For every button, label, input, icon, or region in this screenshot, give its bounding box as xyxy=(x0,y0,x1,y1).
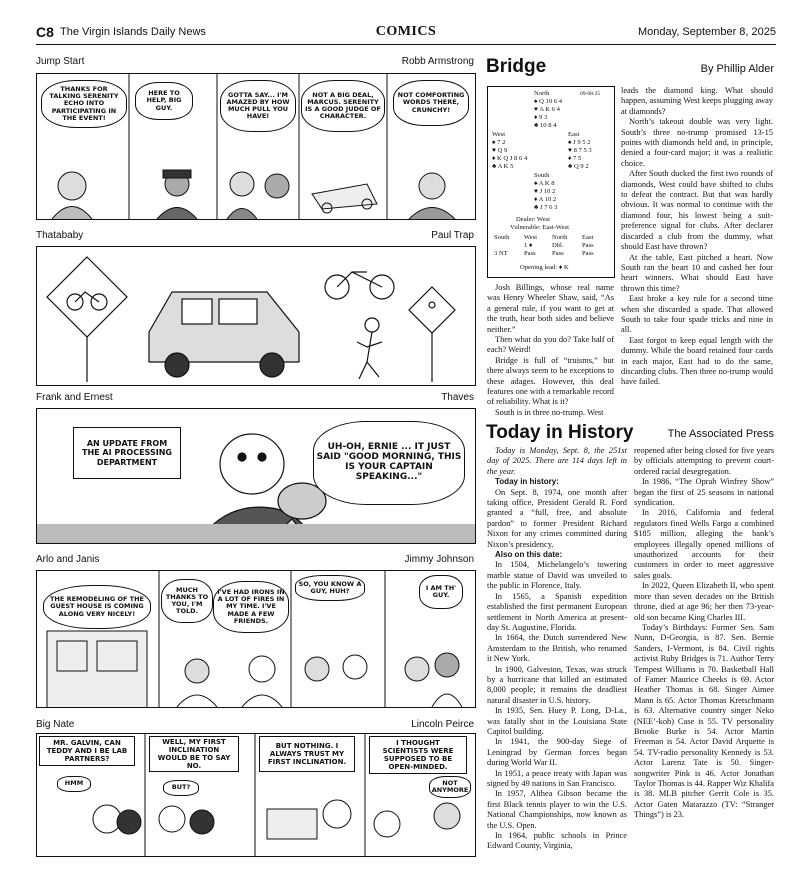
dealer: Dealer: West xyxy=(516,216,550,223)
paragraph: On Sept. 8, 1974, one month after taking office, President Gerald R. Ford granted a “full, free, and absolute pardon” to former President Richard Nixon for any crimes committed during Nixon’s presidency. xyxy=(487,487,627,549)
paragraph: North’s takeout double was very light. South’s three no-trump promised 13-15 points with diamonds held and, in principle, denied a four-card major; it was a realistic choice. xyxy=(621,117,773,168)
paper-name: The Virgin Islands Daily News xyxy=(60,26,206,38)
auction-cell: Pass xyxy=(524,250,536,257)
speech-bubble: THE REMODELING OF THE GUEST HOUSE IS COMING ALONG VERY NICELY! xyxy=(43,585,151,629)
auction-cell: North xyxy=(552,234,568,241)
auction-cell: Pass xyxy=(552,250,564,257)
strip-title: Big Nate xyxy=(36,719,75,730)
speech-bubble: HERE TO HELP, BIG GUY. xyxy=(135,82,193,120)
north-label: North xyxy=(534,90,550,97)
subhead: Today in history: xyxy=(495,477,559,487)
paragraph: East broke a key rule for a second time when she discarded a spade. That allowed South to take four spade tricks and nine in all. xyxy=(621,294,773,335)
paragraph: In 2016, California and federal regulators fined Wells Fargo a combined $185 million, alleging the bank’s employees illegally opened millions of unauthorized accounts for their customers in order to meet aggressive sales goals. xyxy=(634,508,774,580)
auction-cell: East xyxy=(582,234,594,241)
hand-line: ♣ 10 8 4 xyxy=(534,122,557,129)
speech-bubble: NOT ANYMORE xyxy=(429,776,471,798)
comic-strip-big-nate xyxy=(36,733,476,857)
auction-cell: South xyxy=(494,234,510,241)
speech-bubble: UH-OH, ERNIE ... IT JUST SAID "GOOD MORNING, THIS IS YOUR CAPTAIN SPEAKING..." xyxy=(313,421,465,505)
hand-line: ♦ A 10 2 xyxy=(534,196,557,203)
auction-cell: West xyxy=(524,234,538,241)
hand-line: ♥ A K 6 4 xyxy=(534,106,560,113)
hand-line: ♦ 9 3 xyxy=(534,114,548,121)
paragraph: After South ducked the first two rounds of diamonds, West could have shifted to clubs to defeat the contract. But that was hardly obvious. It was normal to continue with the diamond four, his lowest being a suit-preference signal for clubs. After declarer discarded a club from the dummy, what should East have thrown? xyxy=(621,169,773,252)
auction-cell: 1 ♦ xyxy=(524,242,533,249)
auction-cell: Pass xyxy=(582,242,594,249)
paragraph: Then what do you do? Take half of each? Weird! xyxy=(487,335,614,355)
paragraph: In 2022, Queen Elizabeth II, who spent more than seven decades on the British throne, died at age 96; her then 73-year-old son became King Charles III. xyxy=(634,581,774,622)
hand-line: ♠ A K 8 xyxy=(534,180,555,187)
event: In 1664, the Dutch surrendered New Amsterdam to the British, who renamed it New York. xyxy=(487,633,627,664)
strip-author: Lincoln Peirce xyxy=(411,719,474,730)
intro: Today is Monday, Sept. 8, the 251st day of 2025. There are 114 days left in the year. xyxy=(487,446,627,476)
hand-line: ♣ J 7 6 3 xyxy=(534,204,558,211)
hand-line: ♠ Q 10 6 4 xyxy=(534,98,563,105)
west-label: West xyxy=(492,131,506,138)
south-label: South xyxy=(534,172,550,179)
hand-line: ♣ A K 5 xyxy=(492,163,514,170)
hand-line: ♥ Q 9 xyxy=(492,147,508,154)
paragraph: In 1986, “The Oprah Winfrey Show” began the first of 25 seasons in national syndication. xyxy=(634,477,774,508)
hand-line: ♠ 7 2 xyxy=(492,139,506,146)
paragraph: Bridge is full of “truisms,” but there always seem to be exceptions to these adages. However, this deal features one with a remarkable record of reliability. What is it? xyxy=(487,355,614,407)
auction-cell: 3 NT xyxy=(494,250,508,257)
auction-cell: Dbl. xyxy=(552,242,564,249)
strip-title: Thatababy xyxy=(36,230,84,241)
history-byline: The Associated Press xyxy=(667,428,774,440)
strip-title: Arlo and Janis xyxy=(36,554,100,565)
speech-bubble: GOTTA SAY... I'M AMAZED BY HOW MUCH PULL YOU HAVE! xyxy=(220,80,296,132)
speech-bubble: THANKS FOR TALKING SERENITY ECHO INTO PARTICIPATING IN THE EVENT! xyxy=(41,80,127,128)
history-column-2 xyxy=(634,446,774,821)
opening-lead: Opening lead: ♦ K xyxy=(520,264,569,271)
event: In 1565, a Spanish expedition established the first permanent European settlement in North America at present-day St. Augustine, Florida. xyxy=(487,591,627,632)
speech-balloon: MR. GALVIN, CAN TEDDY AND I BE LAB PARTNERS? xyxy=(39,736,135,766)
hand-line: ♦ 7 5 xyxy=(568,155,582,162)
event: In 1941, the 900-day Siege of Leningrad by German forces began during World War II. xyxy=(487,737,627,768)
strip-author: Robb Armstrong xyxy=(401,56,474,67)
vulnerable: Vulnerable: East-West xyxy=(510,224,569,231)
speech-bubble: I'VE HAD IRONS IN A LOT OF FIRES IN MY TIME. I'VE MADE A FEW FRIENDS. xyxy=(213,581,289,633)
bridge-column-1 xyxy=(487,283,614,418)
strip-author: Thaves xyxy=(441,392,474,403)
paragraph: Josh Billings, whose real name was Henry Wheeler Shaw, said, “As a general rule, if you want to get at the truth, hear both sides and believe neither.” xyxy=(487,283,614,334)
speech-balloon: BUT NOTHING. I ALWAYS TRUST MY FIRST INCLINATION. xyxy=(259,736,355,772)
strip-title: Jump Start xyxy=(36,56,85,67)
event: In 1951, a peace treaty with Japan was signed by 49 nations in San Francisco. xyxy=(487,768,627,788)
comic-strip-jump-start xyxy=(36,73,476,220)
paragraph: South is in three no-trump. West xyxy=(495,407,604,417)
page-header xyxy=(36,22,776,45)
speech-bubble: NOT COMFORTING WORDS THERE, CRUNCHY! xyxy=(393,80,469,126)
comic-strip-thatababy xyxy=(36,246,476,386)
issue-date: Monday, September 8, 2025 xyxy=(638,26,776,38)
bridge-headline: Bridge xyxy=(486,56,547,77)
event: In 1964, public schools in Prince Edward County, Virginia, xyxy=(487,831,627,851)
paragraph: East forgot to keep equal length with the dummy. While the board retained four cards in each major, East had to do the same, discarding clubs. Then three no-trump would have failed. xyxy=(621,335,773,387)
history-column-1 xyxy=(487,446,627,852)
comic-strip-arlo-janis xyxy=(36,570,476,708)
strip-author: Paul Trap xyxy=(431,230,474,241)
hand-line: ♥ J 10 2 xyxy=(534,188,556,195)
subhead: Also on this date: xyxy=(495,550,563,560)
comic-art xyxy=(37,247,475,385)
auction-cell: Pass xyxy=(582,250,594,257)
speech-bubble: BUT? xyxy=(163,780,199,796)
speech-bubble: MUCH THANKS TO YOU, I'M TOLD. xyxy=(161,579,213,623)
strip-title: Frank and Ernest xyxy=(36,392,113,403)
paragraph: Today’s Birthdays: Former Sen. Sam Nunn, D-Georgia, is 87. Sen. Bernie Sanders, I-Vermont, is 84. Civil rights activist Ruby Bridges is 71. Author Terry Tempest Williams is 70. Basketball Hall of Famer Maurice Cheeks is 69. Actor Heather Thomas is 68. Singer Aimee Mann is 65. Actor Thomas Kretschmann is 63. Alternative country singer Neko (NEE’-koh) Case is 55. TV personality Brooke Burke is 54. Actor Martin Freeman is 54. Actor David Arquette is 54. TV-radio personality Kennedy is 53. Actor Larenz Tate is 50. Singer-songwriter Pink is 46. Actor Jonathan Taylor Thomas is 44. Rapper Wiz Khalifa is 38. MLB pitcher Gerrit Cole is 35. Actor Gaten Matarazzo (TV: “Stranger Things”) is 23. xyxy=(634,622,774,820)
speech-bubble: I AM TH' GUY. xyxy=(419,575,463,609)
event: In 1900, Galveston, Texas, was struck by a hurricane that killed an estimated 8,000 people; it remains the deadliest natural disaster in U.S. history. xyxy=(487,664,627,705)
hand-line: ♦ K Q J 8 6 4 xyxy=(492,155,528,162)
paragraph: leads the diamond king. What should happen, assuming West keeps plugging away at diamonds? xyxy=(621,86,773,116)
deal-date: 09-08-25 xyxy=(580,91,601,97)
event: In 1957, Althea Gibson became the first Black tennis player to win the U.S. National Championships, now known as the U.S. Open. xyxy=(487,789,627,830)
comic-strip-frank-ernest xyxy=(36,408,476,544)
speech-balloon: I THOUGHT SCIENTISTS WERE SUPPOSED TO BE OPEN-MINDED. xyxy=(369,736,467,774)
paragraph: reopened after being closed for five years by officials attempting to prevent court-ordered racial desegregation. xyxy=(634,446,774,476)
hand-line: ♠ J 9 5 2 xyxy=(568,139,591,146)
caption-box: AN UPDATE FROM THE AI PROCESSING DEPARTMENT xyxy=(73,427,181,479)
hand-line: ♣ Q 9 2 xyxy=(568,163,589,170)
history-headline: Today in History xyxy=(486,422,634,443)
bridge-byline: By Phillip Alder xyxy=(700,63,774,75)
paragraph: At the table, East pitched a heart. Now South ran the heart 10 and cashed her four heart winners. What should East have thrown this time? xyxy=(621,252,773,293)
bridge-column-2 xyxy=(621,86,773,388)
hand-line: ♥ 8 7 5 3 xyxy=(568,147,592,154)
event: In 1935, Sen. Huey P. Long, D-La., was fatally shot in the Louisiana State Capitol building. xyxy=(487,706,627,736)
bridge-deal-diagram xyxy=(487,86,615,278)
section-title: COMICS xyxy=(375,24,437,39)
speech-bubble: HMM xyxy=(57,776,91,792)
event: In 1504, Michelangelo’s towering marble statue of David was unveiled to the public in Florence, Italy. xyxy=(487,560,627,591)
page-number: C8 xyxy=(36,24,54,40)
speech-bubble: NOT A BIG DEAL, MARCUS. SERENITY IS A GOOD JUDGE OF CHARACTER. xyxy=(301,80,385,132)
speech-bubble: SO, YOU KNOW A GUY, HUH? xyxy=(295,575,365,601)
strip-author: Jimmy Johnson xyxy=(404,554,474,565)
speech-balloon: WELL, MY FIRST INCLINATION WOULD BE TO SAY NO. xyxy=(149,736,239,772)
east-label: East xyxy=(568,131,580,138)
